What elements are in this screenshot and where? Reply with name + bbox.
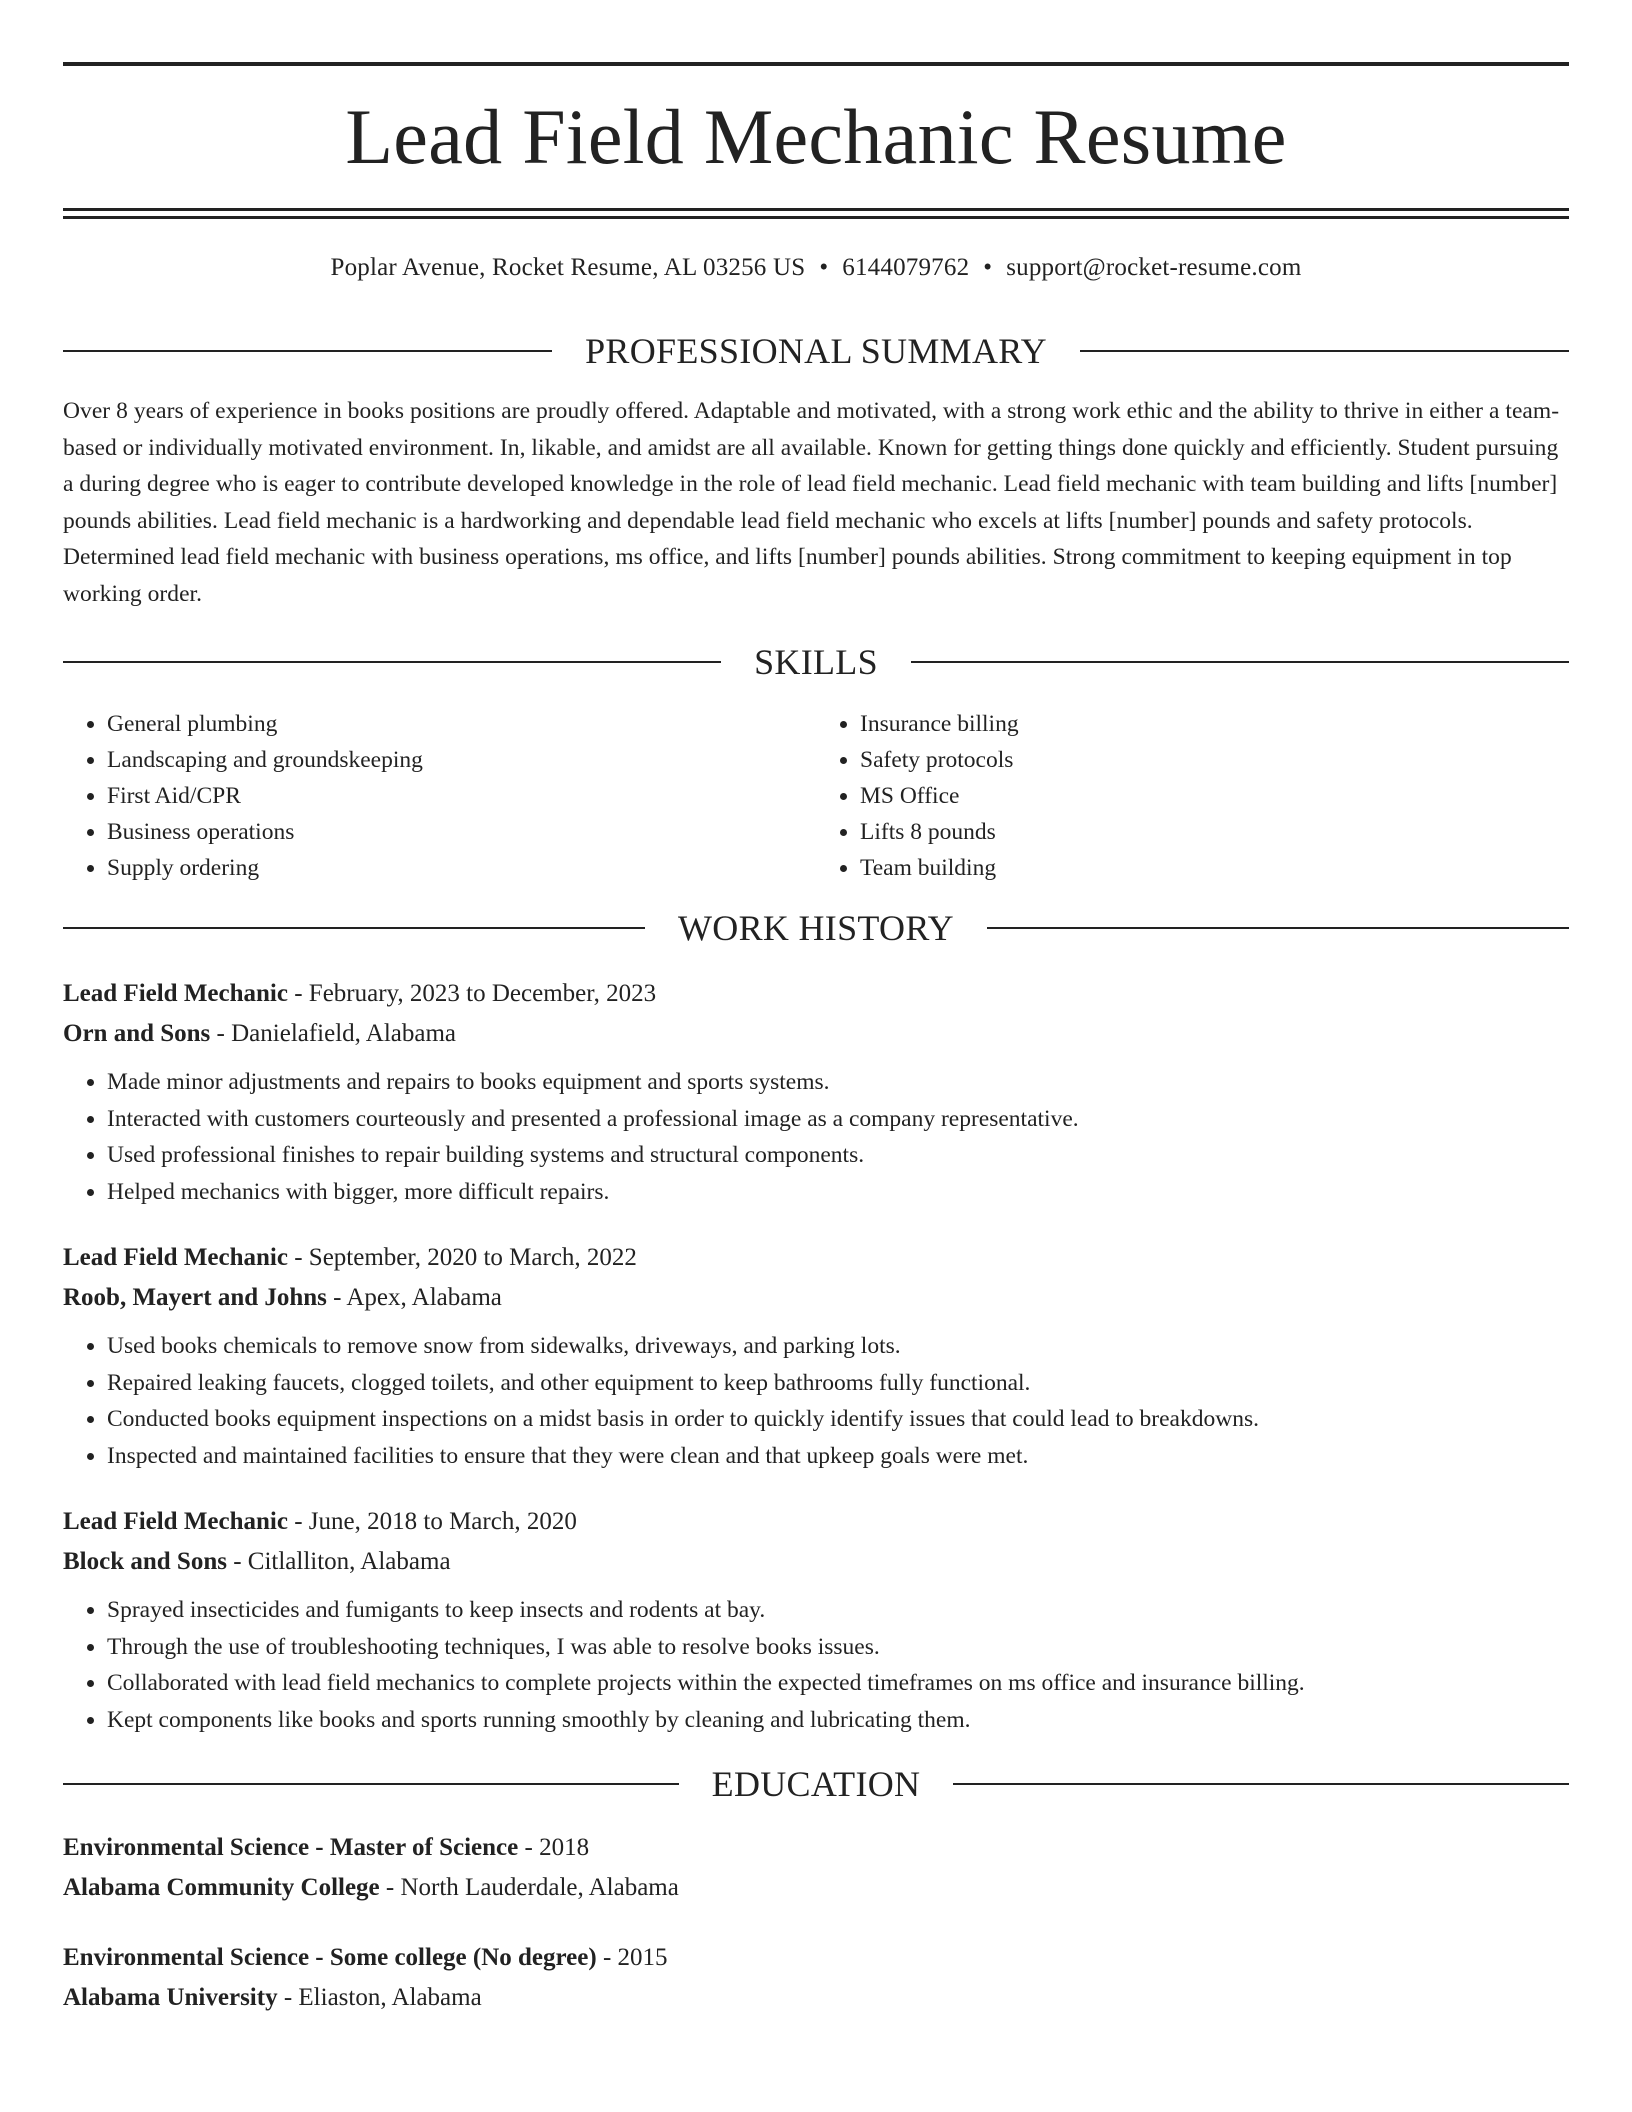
education-degree-line: [63, 1938, 1569, 1978]
contact-address: Poplar Avenue, Rocket Resume, AL 03256 US: [330, 254, 806, 281]
job-title-line: [63, 1502, 1569, 1542]
job-title: Lead Field Mechanic: [63, 1244, 288, 1271]
job-bullet: • Collaborated with lead field mechanics to complete projects within the expected timeframes on ms office and insurance billing.: [107, 1665, 1569, 1702]
job-bullet: • Kept components like books and sports running smoothly by cleaning and lubricating them.: [107, 1702, 1569, 1739]
education-school-line: [63, 1868, 1569, 1908]
education-entry: [63, 1938, 1569, 2018]
education-degree-line: [63, 1828, 1569, 1868]
contact-separator: •: [983, 254, 993, 281]
job-bullets: [63, 1064, 1569, 1210]
section-heading-label: SKILLS: [754, 642, 878, 682]
job-bullets: [63, 1328, 1569, 1474]
section-heading-summary: [63, 333, 1569, 369]
section-heading-label: PROFESSIONAL SUMMARY: [585, 331, 1047, 371]
skill-item: • First Aid/CPR: [107, 778, 816, 814]
job-bullet: • Used professional finishes to repair building systems and structural components.: [107, 1137, 1569, 1174]
education-school: Alabama Community College: [63, 1874, 380, 1901]
contact-phone: 6144079762: [842, 254, 970, 281]
job-bullet: • Through the use of troubleshooting techniques, I was able to resolve books issues.: [107, 1629, 1569, 1666]
skill-item: • Team building: [860, 850, 1569, 886]
resume-title: Lead Field Mechanic Resume: [345, 93, 1287, 180]
job-bullet: • Made minor adjustments and repairs to books equipment and sports systems.: [107, 1064, 1569, 1101]
job-title-line: [63, 1238, 1569, 1278]
job-company: Block and Sons: [63, 1548, 227, 1575]
job-dates: - February, 2023 to December, 2023: [287, 980, 657, 1007]
job-entry: [63, 1502, 1569, 1738]
skill-item: • Lifts 8 pounds: [860, 814, 1569, 850]
contact-email: support@rocket-resume.com: [1006, 254, 1302, 281]
job-bullet: • Inspected and maintained facilities to ensure that they were clean and that upkeep goals were met.: [107, 1438, 1569, 1475]
job-bullet: • Repaired leaking faucets, clogged toilets, and other equipment to keep bathrooms fully functional.: [107, 1365, 1569, 1402]
job-bullet: • Sprayed insecticides and fumigants to keep insects and rodents at bay.: [107, 1592, 1569, 1629]
skill-item: • Supply ordering: [107, 850, 816, 886]
title-double-rule: [63, 208, 1569, 219]
job-bullet: • Used books chemicals to remove snow from sidewalks, driveways, and parking lots.: [107, 1328, 1569, 1365]
section-heading-work-history: [63, 910, 1569, 946]
section-heading-label: EDUCATION: [711, 1764, 921, 1804]
education-degree: Environmental Science - Some college (No degree): [63, 1944, 597, 1971]
contact-line: [63, 253, 1569, 283]
job-company-line: [63, 1014, 1569, 1054]
job-bullet: • Conducted books equipment inspections on a midst basis in order to quickly identify issues that could lead to breakdowns.: [107, 1401, 1569, 1438]
skill-item: • MS Office: [860, 778, 1569, 814]
skills-column-left: [63, 706, 816, 886]
job-dates: - September, 2020 to March, 2022: [287, 1244, 637, 1271]
job-company: Roob, Mayert and Johns: [63, 1284, 327, 1311]
job-entry: [63, 974, 1569, 1210]
section-heading-label: WORK HISTORY: [678, 908, 954, 948]
job-title: Lead Field Mechanic: [63, 1508, 288, 1535]
education-year: - 2018: [518, 1834, 590, 1861]
skill-item: • Safety protocols: [860, 742, 1569, 778]
job-title: Lead Field Mechanic: [63, 980, 288, 1007]
education-school: Alabama University: [63, 1984, 278, 2011]
job-location: - Citlalliton, Alabama: [226, 1548, 451, 1575]
skill-item: • Business operations: [107, 814, 816, 850]
skill-item: • Insurance billing: [860, 706, 1569, 742]
job-bullets: [63, 1592, 1569, 1738]
education-entry: [63, 1828, 1569, 1908]
job-title-line: [63, 974, 1569, 1014]
education-school-line: [63, 1978, 1569, 2018]
job-bullet: • Helped mechanics with bigger, more difficult repairs.: [107, 1174, 1569, 1211]
top-rule: [63, 62, 1569, 66]
skills-column-right: [816, 706, 1569, 886]
job-dates: - June, 2018 to March, 2020: [287, 1508, 577, 1535]
education-location: - North Lauderdale, Alabama: [379, 1874, 679, 1901]
education-degree: Environmental Science - Master of Science: [63, 1834, 519, 1861]
job-bullet: • Interacted with customers courteously and presented a professional image as a company representative.: [107, 1101, 1569, 1138]
skill-item: • Landscaping and groundskeeping: [107, 742, 816, 778]
education-year: - 2015: [596, 1944, 668, 1971]
job-location: - Apex, Alabama: [326, 1284, 502, 1311]
job-entry: [63, 1238, 1569, 1474]
section-heading-skills: [63, 644, 1569, 680]
job-company-line: [63, 1278, 1569, 1318]
summary-text: Over 8 years of experience in books positions are proudly offered. Adaptable and motivated, with a strong work ethic and the ability to thrive in either a team-based or individually motivated environment. In, likable, and amidst are all available. Known for getting things done quickly and efficiently. Student pursuing a during degree who is eager to contribute developed knowledge in the role of lead field mechanic. Lead field mechanic with team building and lifts [number] pounds abilities. Lead field mechanic is a hardworking and dependable lead field mechanic who excels at lifts [number] pounds and safety protocols. Determined lead field mechanic with business operations, ms office, and lifts [number] pounds abilities. Strong commitment to keeping equipment in top working order.: [63, 398, 1560, 607]
skills-list: [63, 706, 1569, 886]
job-location: - Danielafield, Alabama: [210, 1020, 457, 1047]
education-location: - Eliaston, Alabama: [277, 1984, 482, 2011]
job-company-line: [63, 1542, 1569, 1582]
section-heading-education: [63, 1766, 1569, 1802]
skill-item: • General plumbing: [107, 706, 816, 742]
job-company: Orn and Sons: [63, 1020, 211, 1047]
contact-separator: •: [819, 254, 829, 281]
